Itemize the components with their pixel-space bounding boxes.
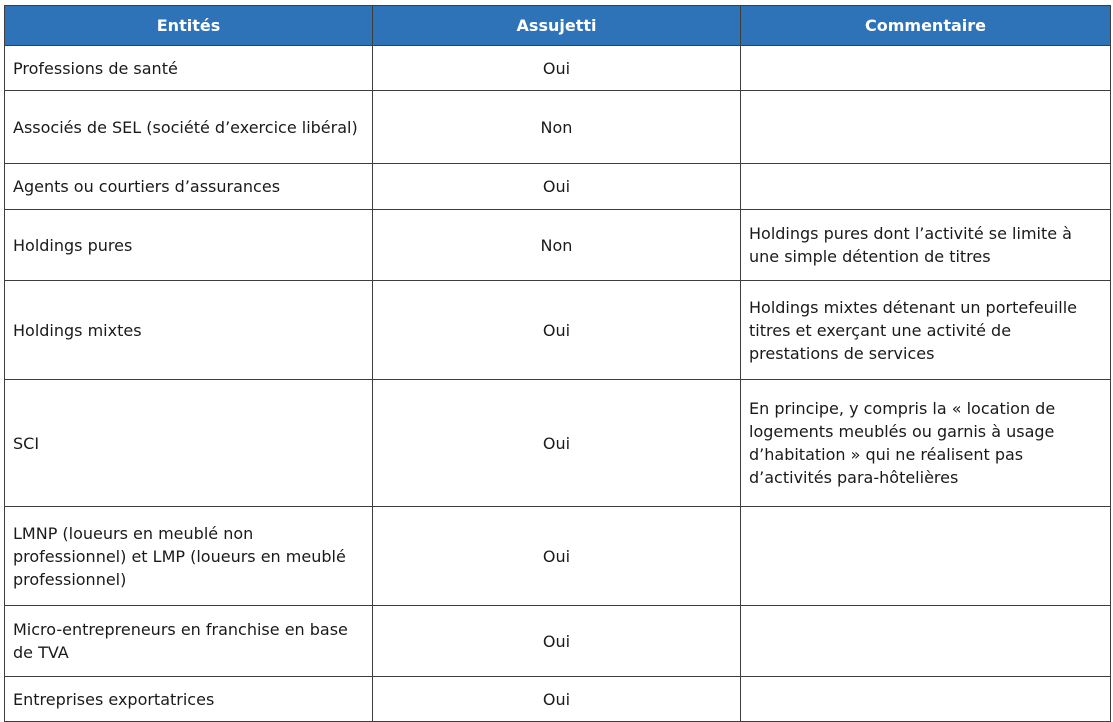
comment-cell: En principe, y compris la « location de logements meublés ou garnis à usage d’habitation » qui ne réalisent pas d’activités para-hôtelières	[741, 380, 1111, 507]
entity-cell: Holdings mixtes	[5, 281, 373, 380]
column-header-comment: Commentaire	[741, 6, 1111, 46]
subject-cell: Oui	[373, 281, 741, 380]
table-row	[5, 91, 1111, 164]
comment-cell: Holdings pures dont l’activité se limite à une simple détention de titres	[741, 210, 1111, 281]
entity-cell: SCI	[5, 380, 373, 507]
subject-cell: Oui	[373, 507, 741, 606]
subject-cell: Oui	[373, 606, 741, 677]
subject-cell: Non	[373, 210, 741, 281]
table-row	[5, 606, 1111, 677]
entity-cell: LMNP (loueurs en meublé non professionnel) et LMP (loueurs en meublé professionnel)	[5, 507, 373, 606]
table-row	[5, 507, 1111, 606]
column-header-entities: Entités	[5, 6, 373, 46]
table-header-row	[5, 6, 1111, 46]
comment-cell	[741, 507, 1111, 606]
entity-cell: Associés de SEL (société d’exercice libéral)	[5, 91, 373, 164]
entity-cell: Professions de santé	[5, 46, 373, 91]
table-row	[5, 46, 1111, 91]
subject-cell: Oui	[373, 677, 741, 722]
table-row	[5, 677, 1111, 722]
comment-cell	[741, 91, 1111, 164]
subject-cell: Oui	[373, 380, 741, 507]
table-row	[5, 281, 1111, 380]
entities-table	[4, 5, 1111, 722]
comment-cell	[741, 164, 1111, 210]
comment-cell	[741, 46, 1111, 91]
subject-cell: Oui	[373, 164, 741, 210]
comment-cell: Holdings mixtes détenant un portefeuille titres et exerçant une activité de prestations de services	[741, 281, 1111, 380]
subject-cell: Non	[373, 91, 741, 164]
comment-cell	[741, 677, 1111, 722]
subject-cell: Oui	[373, 46, 741, 91]
table-row	[5, 210, 1111, 281]
table-row	[5, 380, 1111, 507]
entity-cell: Micro-entrepreneurs en franchise en base de TVA	[5, 606, 373, 677]
entity-cell: Agents ou courtiers d’assurances	[5, 164, 373, 210]
entity-cell: Holdings pures	[5, 210, 373, 281]
entity-cell: Entreprises exportatrices	[5, 677, 373, 722]
comment-cell	[741, 606, 1111, 677]
column-header-subject: Assujetti	[373, 6, 741, 46]
table-row	[5, 164, 1111, 210]
